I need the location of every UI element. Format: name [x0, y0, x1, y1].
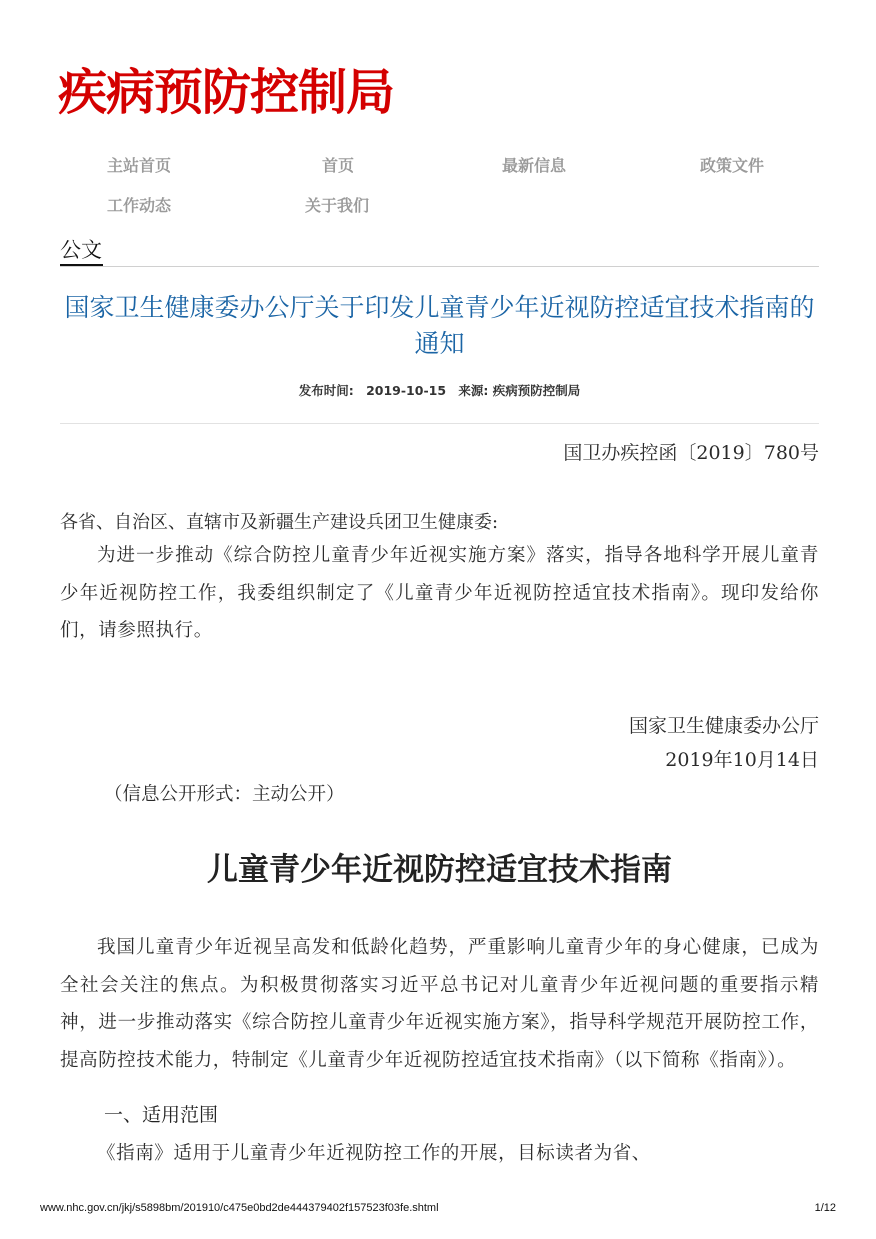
article-source: 来源: 疾病预防控制局: [458, 383, 581, 398]
article-meta: [60, 385, 819, 398]
sign-date: 2019年10月14日: [665, 749, 819, 771]
guide-title: 儿童青少年近视防控适宜技术指南: [207, 852, 672, 888]
nav-item-about-us[interactable]: 关于我们: [305, 196, 370, 215]
nav-item-latest-info[interactable]: 最新信息: [502, 156, 567, 175]
article-title: 国家卫生健康委办公厅关于印发儿童青少年近视防控适宜技术指南的通知: [64, 293, 815, 358]
publish-label: 发布时间:: [298, 383, 354, 398]
section-divider: [60, 266, 819, 267]
document-number: 国卫办疾控函〔2019〕780号: [563, 442, 819, 464]
page-number: 1/12: [814, 1202, 836, 1214]
meta-divider: [60, 423, 819, 424]
section-heading-scope: 一、适用范围: [104, 1104, 219, 1126]
nav-item-main-site-home[interactable]: 主站首页: [107, 156, 172, 175]
nav-item-home[interactable]: 首页: [322, 156, 355, 175]
signer: 国家卫生健康委办公厅: [628, 715, 819, 737]
guide-intro-paragraph: 我国儿童青少年近视呈高发和低龄化趋势，严重影响儿童青少年的身心健康，已成为全社会关注的焦点。为积极贯彻落实习近平总书记对儿童青少年近视问题的重要指示精神，进一步推动落实《综合防控儿童青少年近视实施方案》，指导科学规范开展防控工作，提高防控技术能力，特制定《儿童青少年近视防控适宜技术指南》（以下简称《指南》）。: [60, 937, 819, 1071]
site-logo[interactable]: 疾病预防控制局: [58, 64, 395, 121]
salutation: 各省、自治区、直辖市及新疆生产建设兵团卫生健康委:: [60, 512, 499, 533]
scope-paragraph: 《指南》适用于儿童青少年近视防控工作的开展，目标读者为省、: [97, 1143, 651, 1164]
disclosure-form: （信息公开形式：主动公开）: [104, 784, 345, 805]
nav-item-policy-files[interactable]: 政策文件: [700, 156, 765, 175]
publish-date: 2019-10-15: [366, 383, 447, 398]
footer-url: www.nhc.gov.cn/jkj/s5898bm/201910/c475e0bd2de444379402f157523f03fe.shtml: [40, 1202, 439, 1214]
nav-item-work-news[interactable]: 工作动态: [107, 196, 172, 215]
notice-paragraph: 为进一步推动《综合防控儿童青少年近视实施方案》落实，指导各地科学开展儿童青少年近视防控工作，我委组织制定了《儿童青少年近视防控适宜技术指南》。现印发给你们，请参照执行。: [60, 545, 819, 641]
section-heading: 公文: [60, 238, 102, 262]
